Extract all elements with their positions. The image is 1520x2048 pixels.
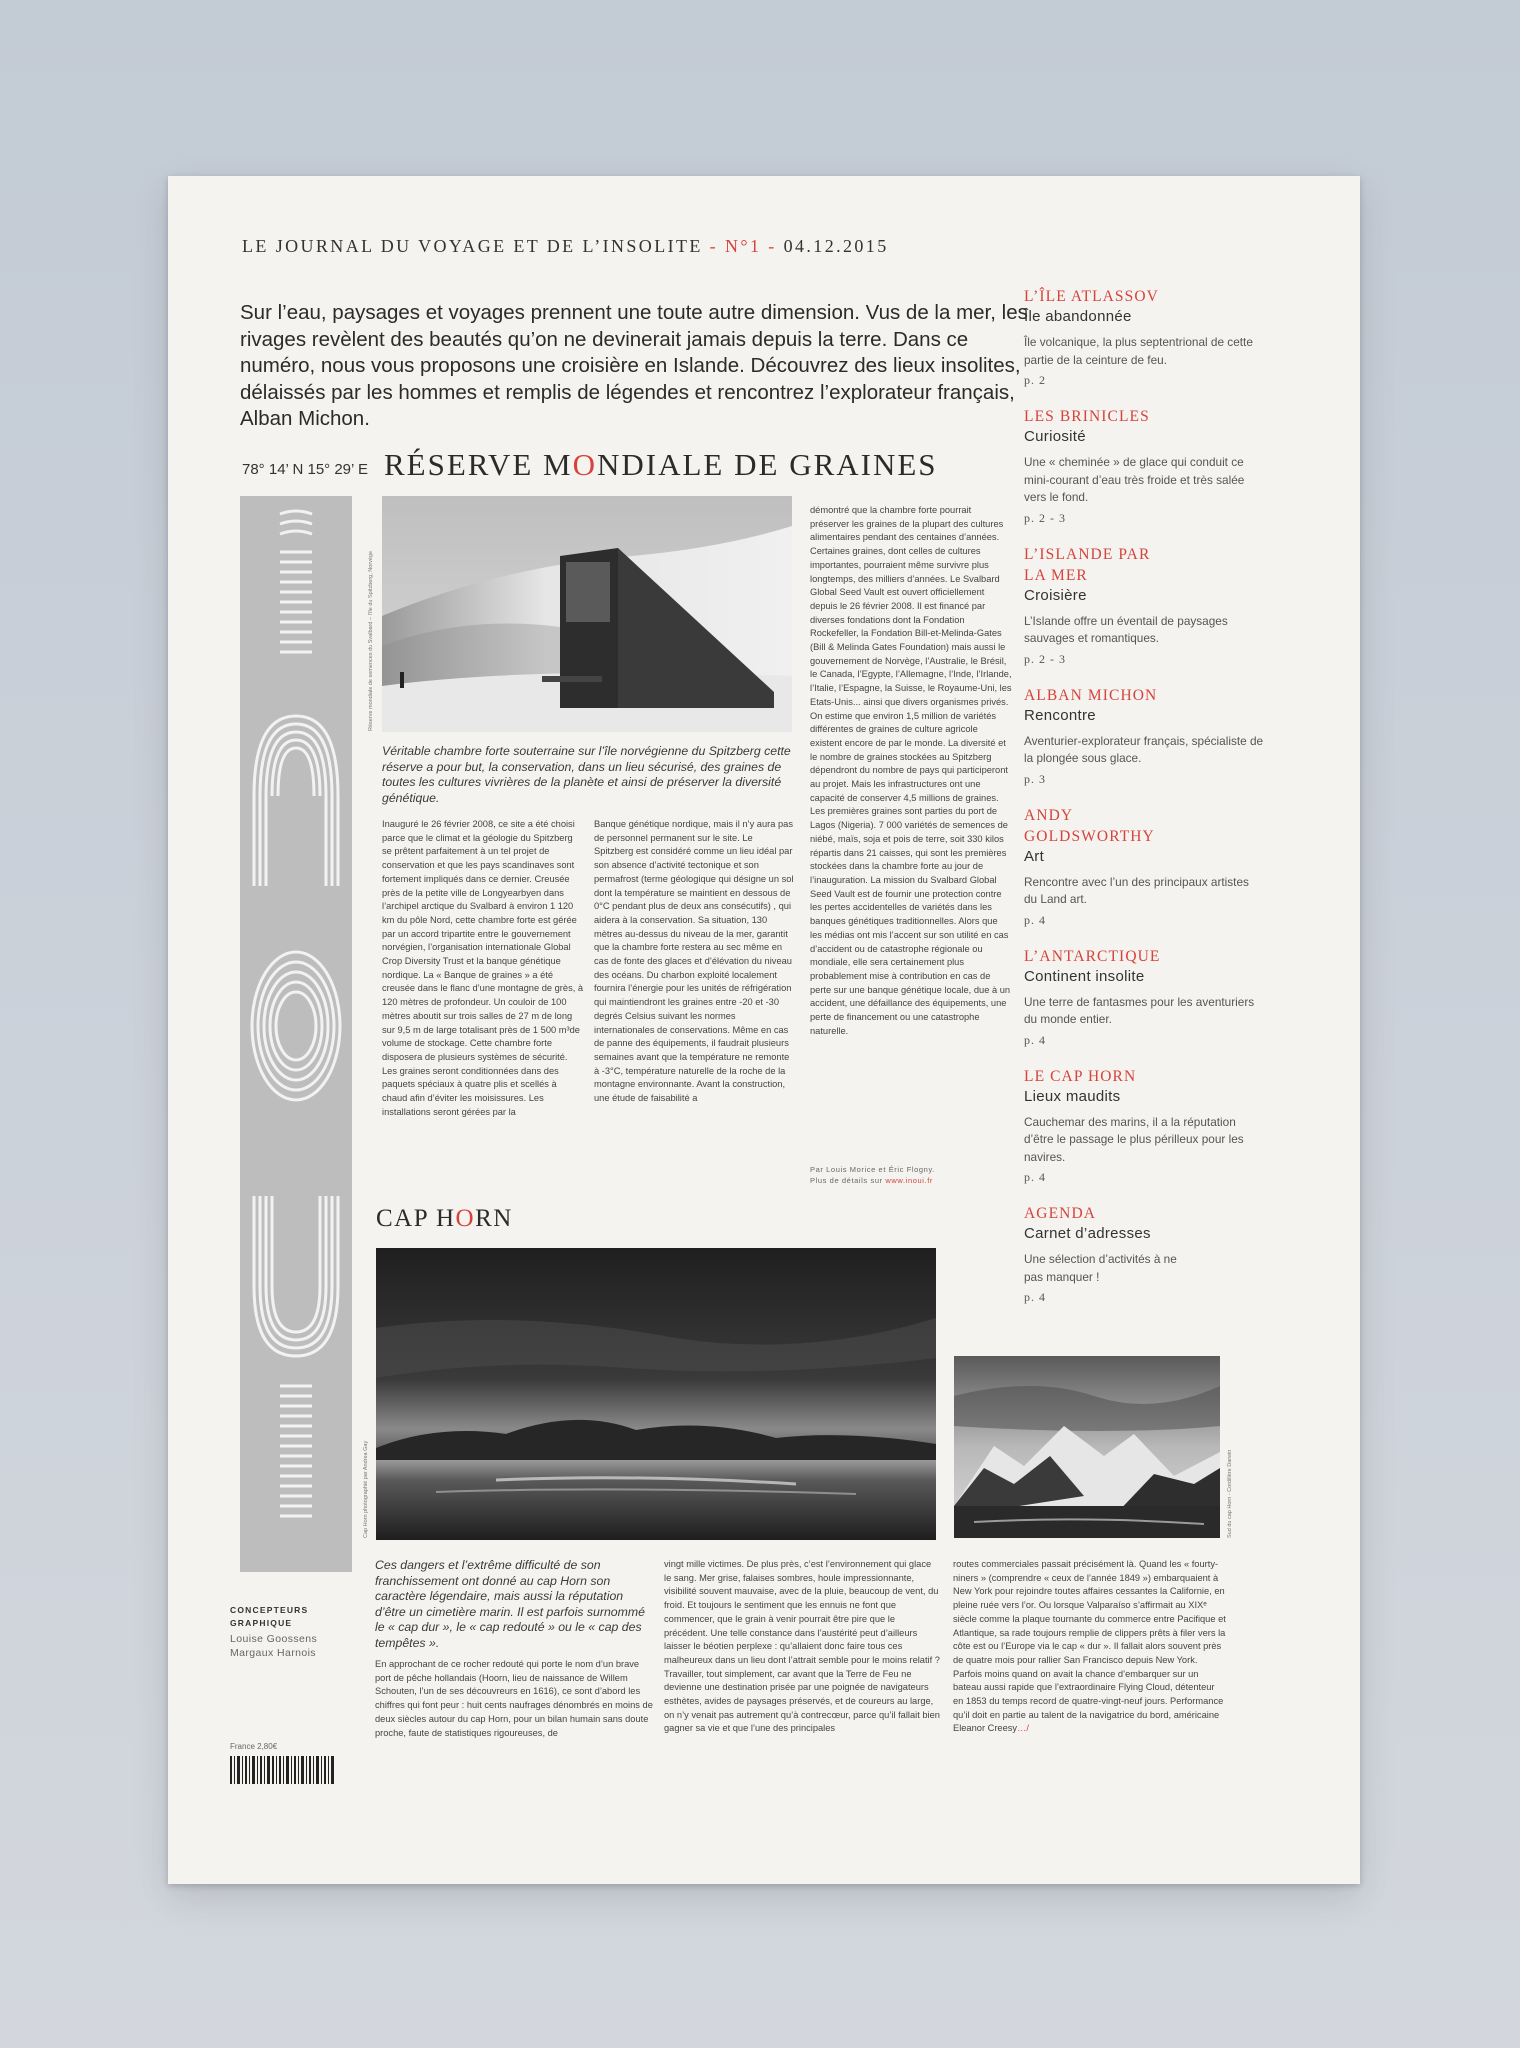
- barcode-icon: [230, 1756, 334, 1784]
- cap-horn-caption: Ces dangers et l’extrême difficulté de son franchissement ont donné au cap Horn son caractère légendaire, mais aussi la réputation d’être un cimetière marin. Il est parfois surnommé le « cap dur », le « cap redouté » ou le « cap des tempêtes ».: [375, 1558, 645, 1650]
- cap-horn-column-3: routes commerciales passait précisément là. Quand les « fourty-niners » (comprendre « ceux de l’année 1849 ») embarquaient à New York pour rejoindre toutes affaires cessantes la Californie, en pleine ruée vers l’or. Ou lorsque Valparaíso s’affirmait au XIXᵉ siècle comme la plaque tournante du commerce entre Pacifique et Atlantique, sa rade toujours remplie de clippers prêts à filer vers la côte est ou l’Europe via le cap « dur ». Il fallait alors souvent près de quatre mois pour rallier San Francisco depuis New York. Parfois moins quand on avait la chance d’embarquer sur un bateau aussi rapide que l’extraordinaire Flying Cloud, détenteur en 1853 du temps record de quatre-vingt-neuf jours. Performance qu’il doit en partie au talent de la navigatrice du bord, américaine Eleanor Creesy…/: [953, 1559, 1226, 1734]
- seed-vault-column-3: démontré que la chambre forte pourrait préserver les graines de la plupart des cultures alimentaires pendant des centaines d’années. Certaines graines, dont celles de cultures importantes, pourraient même survivre plus longtemps, des milliers d’années. Le Svalbard Global Seed Vault est ouvert officiellement depuis le 26 février 2008. Il est financé par diverses fondations dont la Fondation Rockefeller, la Fondation Bill-et-Melinda-Gates (Bill & Melinda Gates Foundation) mais aussi le gouvernement de Norvège, l’Australie, le Brésil, le Canada, l’Egypte, l’Allemagne, l’Inde, l’Irlande, l’Italie, l’Espagne, la Suisse, le Royaume-Uni, les Etats-Unis... ainsi que divers organismes privés. On estime que environ 1,5 million de variétés différentes de graines de culture agricole existent encore de par le monde. La diversité et le nombre de graines stockées au Spitzberg dépendront du nombre de pays qui participeront au projet. Mais les infrastructures ont une capacité de conserver 4,5 millions de graines. Les premières graines sont parties du port de Lagos (Nigeria). 7 000 variétés de semences de niébé, maïs, soja et pois de terre, soit 330 kilos répartis dans 21 caisses, qui sont les premières stockées dans la chambre forte au jour de l’inauguration. La mission du Svalbard Global Seed Vault est de fournir une protection contre les pertes accidentelles de variétés dans les banques génétiques traditionnelles. Alors que les médias ont mis l’accent sur son utilité en cas d’accident ou de catastrophe régionale ou mondiale, elle sera certainement plus probablement mise à contribution en cas de perte sur une banque génétique locale, due à un accident, une défaillance des équipements, une perte de financement ou une catastrophe naturelle.: [810, 505, 1012, 1036]
- article-credits: Par Louis Morice et Éric Flogny. Plus de détails sur www.inoui.fr: [810, 1165, 935, 1185]
- designers-heading: CONCEPTEURS GRAPHIQUE: [230, 1605, 309, 1628]
- seed-vault-column-1: Inauguré le 26 février 2008, ce site a été choisi parce que le climat et la géologie du Spitzberg se prêtent parfaitement à un tel projet de conservation et que les pays scandinaves sont fortement impliqués dans ce dernier. Creusée près de la petite ville de Longyearbyen dans l’archipel arctique du Svalbard à environ 1 120 km du pôle Nord, cette chambre forte est gérée par un accord tripartite entre le gouvernement norvégien, l’organisation internationale Global Crop Diversity Trust et la banque génétique nordique. La « Banque de graines » a été creusée dans le flanc d’une montagne de grès, à 120 mètres de profondeur. Un couloir de 100 mètres aboutit sur trois salles de 27 m de long sur 9,5 m de large totalisant près de 1 500 m³de volume de stockage. Cette chambre forte disposera de plusieurs systèmes de sécurité. Les graines seront conditionnées dans des paquets spéciaux à quatre plis et scellés à chaud afin d’éviter les moisissures. Les installations seront gérées par la: [382, 819, 584, 1117]
- cap-horn-column-1: En approchant de ce rocher redouté qui porte le nom d’un brave port de pêche hollandais (Hoorn, lieu de naissance de Willem Schouten, l’un de ses découvreurs en 1616), ce sont d’abord les chiffres qui font peur : huit cents naufrages dénombrés en moins de deux siècles autour du cap Horn, pour un bilan humain sans doute proche, faute de statistiques rigoureuses, de: [375, 1659, 653, 1738]
- letter-n-arcs: [254, 716, 338, 886]
- inoui-logo-pattern: [240, 496, 352, 1572]
- article-title-seed-vault: RÉSERVE MONDIALE DE GRAINES: [384, 447, 938, 482]
- seed-vault-image: [382, 496, 792, 732]
- seed-vault-photo: [382, 496, 792, 732]
- cap-horn-column-2: vingt mille victimes. De plus près, c’est l’environnement qui glace le sang. Mer grise, falaises sombres, houle impressionnante, visibilité souvent mauvaise, avec de la pluie, beaucoup de vent, du froid. Et toujours le sentiment que les ennuis ne font que commencer, que le grain à venir pourrait être pire que le précédent. Une telle constance dans l’austérité peut d’ailleurs laisser le béotien perplexe : qu’allaient donc faire tous ces malheureux dans un lieu dont l’attrait semble pour le moins relatif ? Travailler, tout simplement, car avant que la Terre de Feu ne devienne une destination prisée par une poignée de navigateurs esthètes, avides de paysages préservés, et de coureurs au large, on n’y venait pas autrement qu’à contrecœur, parce qu’il fallait bien gagner sa vie et que l’une des principales: [664, 1559, 940, 1734]
- toc-item[interactable]: ALBAN MICHON Rencontre Aventurier-explorateur français, spécialiste de la plongée sous glace. p. 3: [1024, 686, 1264, 786]
- article-title-cap-horn: CAP HORN: [376, 1205, 513, 1232]
- designers-names: Louise Goossens Margaux Harnois: [230, 1633, 318, 1659]
- newspaper-page: [168, 176, 1360, 1884]
- table-of-contents: [1024, 286, 1264, 1323]
- continue-link[interactable]: …/: [1017, 1723, 1029, 1734]
- website-link[interactable]: www.inoui.fr: [885, 1176, 934, 1185]
- issue-number: N°1: [724, 236, 762, 256]
- price-label: France 2,80€: [230, 1742, 278, 1751]
- toc-item[interactable]: LE CAP HORN Lieux maudits Cauchemar des marins, il a la réputation d’être le passage le plus périlleux pour les navires. p. 4: [1024, 1067, 1244, 1184]
- intro-paragraph: Sur l’eau, paysages et voyages prennent une toute autre dimension. Vus de la mer, les rivages revèlent des beautés qu’on ne devinerait jamais depuis la terre. Dans ce numéro, nous vous proposons une croisière en Islande. Découvrez des lieux insolites, délaissés par les hommes et remplis de légendes et rencontrez l’explorateur français, Alban Michon.: [240, 301, 1028, 430]
- cap-horn-photo: [376, 1248, 936, 1540]
- letter-i-stripes: [280, 511, 312, 652]
- letter-u-arcs: [254, 1196, 338, 1356]
- seed-vault-caption: Véritable chambre forte souterraine sur l’île norvégienne du Spitzberg cette réserve a pour but, la conservation, dans un lieu sécurisé, des graines de toutes les cultures vivrières de la planète et ainsi de préserver la diversité génétique.: [382, 744, 791, 805]
- cordillera-image: [954, 1356, 1220, 1538]
- toc-item[interactable]: AGENDA Carnet d’adresses Une sélection d’activités à ne pas manquer ! p. 4: [1024, 1205, 1177, 1304]
- photo-credit-seed-vault: Réserve mondiale de semences du Svalbard – l’île du Spitzberg, Norvège: [368, 550, 374, 731]
- logo-band: [240, 496, 352, 1572]
- toc-item[interactable]: ANDY GOLDSWORTHY Art Rencontre avec l’un des principaux artistes du Land art. p. 4: [1024, 806, 1249, 927]
- cap-horn-image: [376, 1248, 936, 1540]
- seed-vault-column-2: Banque génétique nordique, mais il n’y aura pas de personnel permanent sur le site. Le Spitzberg est considéré comme un lieu idéal par son absence d’activité tectonique et son permafrost (terme géologique qui désigne un sol dont la température se maintient en dessous de 0°C pendant plus de deux ans consécutifs) , qui aidera à la conservation. Sa situation, 130 mètres au-dessus du niveau de la mer, garantit que la chambre forte restera au sec même en cas de fonte des glaces et d’élévation du niveau des océans. Du charbon exploité localement fournira l’énergie pour les unités de réfrigération qui maintiendront les graines entre -20 et -30 degrés Celsius suivant les normes internationales de conservations. Même en cas de panne des équipements, il faudrait plusieurs semaines avant que la température ne remonte à -3°C, température naturelle de la roche de la montagne environnante. Avant la construction, une étude de faisabilité a: [594, 819, 794, 1104]
- masthead: LE JOURNAL DU VOYAGE ET DE L’INSOLITE - N°1 - 04.12.2015: [242, 236, 889, 256]
- issue-date: 04.12.2015: [783, 236, 889, 256]
- photo-credit-cap-horn: Cap Horn photographié par Andrea Gay: [363, 1440, 369, 1538]
- toc-item[interactable]: L’ISLANDE PAR LA MER Croisière L’Islande offre un éventail de paysages sauvages et romantiques. p. 2 - 3: [1024, 545, 1228, 666]
- cordillera-photo: [954, 1356, 1220, 1538]
- letter-o-rings: [252, 952, 340, 1100]
- coordinates: 78° 14’ N 15° 29’ E: [242, 461, 368, 478]
- masthead-title: LE JOURNAL DU VOYAGE ET DE L’INSOLITE: [242, 236, 703, 256]
- toc-item[interactable]: L’ANTARCTIQUE Continent insolite Une terre de fantasmes pour les aventuriers du monde entier. p. 4: [1024, 947, 1255, 1047]
- toc-item[interactable]: L’ÎLE ATLASSOV Île abandonnée Île volcanique, la plus septentrional de cette partie de la ceinture de feu. p. 2: [1024, 288, 1253, 387]
- letter-i-bottom-stripes: [280, 1386, 312, 1516]
- photo-credit-cordillera: Sud du cap Horn - Cordillère Darwin: [1227, 1449, 1233, 1538]
- toc-item[interactable]: LES BRINICLES Curiosité Une « cheminée » de glace qui conduit ce mini-courant d’eau très froide et très salée vers le fond. p. 2 - 3: [1024, 408, 1245, 525]
